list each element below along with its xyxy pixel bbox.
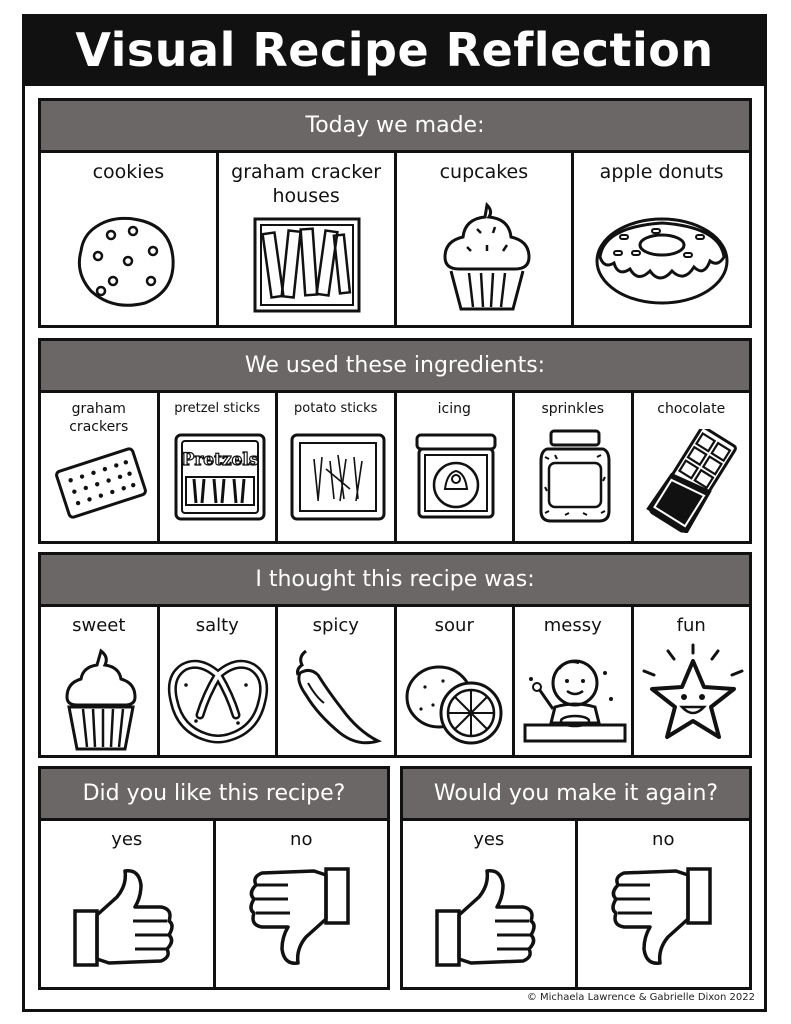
again-no[interactable] xyxy=(578,821,750,987)
thought-heading: I thought this recipe was: xyxy=(41,555,749,607)
chili-pepper-icon xyxy=(288,643,388,753)
cookie-icon xyxy=(73,211,183,311)
thought-label-sweet: sweet xyxy=(72,615,126,636)
thought-fun xyxy=(634,607,750,755)
made-heading: Today we made: xyxy=(41,101,749,153)
icing-jar-icon xyxy=(411,429,501,525)
graham-cracker-house-icon xyxy=(249,215,364,315)
made-graham-cracker-houses xyxy=(219,153,397,325)
chocolate-bar-icon xyxy=(642,429,742,533)
like-no-label: no xyxy=(290,829,313,850)
messy-baby-icon xyxy=(519,649,629,749)
ingredient-label-icing: icing xyxy=(437,401,471,417)
thumbs-up-icon xyxy=(431,863,541,973)
ingredient-sprinkles xyxy=(515,393,634,541)
thought-sweet xyxy=(41,607,160,755)
thought-label-sour: sour xyxy=(434,615,474,636)
ingredients-section xyxy=(38,338,752,544)
ingredient-chocolate xyxy=(634,393,750,541)
pretzel-bag-icon xyxy=(172,429,268,525)
thumbs-down-icon xyxy=(244,861,354,971)
ingredients-heading: We used these ingredients: xyxy=(41,341,749,393)
made-cupcakes xyxy=(397,153,575,325)
copyright-text: © Michaela Lawrence & Gabrielle Dixon 2022 xyxy=(526,992,755,1003)
lemon-icon xyxy=(401,657,511,747)
like-section xyxy=(38,766,390,990)
like-no[interactable] xyxy=(216,821,388,987)
cupcake-icon xyxy=(437,197,537,317)
thought-spicy xyxy=(278,607,397,755)
star-icon xyxy=(638,643,748,753)
ingredient-icing xyxy=(397,393,516,541)
made-section xyxy=(38,98,752,328)
made-cookies xyxy=(41,153,219,325)
graham-cracker-icon xyxy=(51,445,151,521)
potato-sticks-icon xyxy=(288,429,388,525)
again-yes[interactable] xyxy=(403,821,578,987)
thought-label-salty: salty xyxy=(195,615,239,636)
thought-section xyxy=(38,552,752,758)
like-yes-label: yes xyxy=(111,829,143,850)
made-label-apple-donuts: apple donuts xyxy=(599,161,724,183)
thought-sour xyxy=(397,607,516,755)
thought-label-spicy: spicy xyxy=(312,615,359,636)
page-title: Visual Recipe Reflection xyxy=(22,14,767,86)
ingredient-label-potato-sticks: potato sticks xyxy=(294,401,378,416)
made-label-graham-cracker-houses: graham cracker houses xyxy=(231,161,382,207)
again-section xyxy=(400,766,752,990)
ingredient-graham-crackers xyxy=(41,393,160,541)
made-label-cupcakes: cupcakes xyxy=(439,161,529,183)
again-yes-label: yes xyxy=(473,829,505,850)
ingredient-label-sprinkles: sprinkles xyxy=(541,401,605,417)
ingredient-label-pretzel-sticks: pretzel sticks xyxy=(174,401,261,416)
pretzel-jar-text: Pretzels xyxy=(181,450,258,470)
again-no-label: no xyxy=(652,829,675,850)
thought-messy xyxy=(515,607,634,755)
ingredient-label-chocolate: chocolate xyxy=(657,401,726,417)
again-heading: Would you make it again? xyxy=(403,769,749,821)
thought-label-fun: fun xyxy=(676,615,706,636)
thought-label-messy: messy xyxy=(543,615,602,636)
thumbs-down-icon xyxy=(606,861,716,971)
thought-salty xyxy=(160,607,279,755)
ingredient-pretzel-sticks xyxy=(160,393,279,541)
like-yes[interactable] xyxy=(41,821,216,987)
like-heading: Did you like this recipe? xyxy=(41,769,387,821)
thumbs-up-icon xyxy=(69,863,179,973)
ingredient-label-graham-crackers: graham crackers xyxy=(69,401,129,435)
made-label-cookies: cookies xyxy=(92,161,165,183)
sprinkles-jar-icon xyxy=(535,427,615,527)
donut-icon xyxy=(592,211,732,311)
made-apple-donuts xyxy=(574,153,749,325)
cupcake-sweet-icon xyxy=(61,645,141,755)
pretzel-icon xyxy=(166,655,270,745)
ingredient-potato-sticks xyxy=(278,393,397,541)
